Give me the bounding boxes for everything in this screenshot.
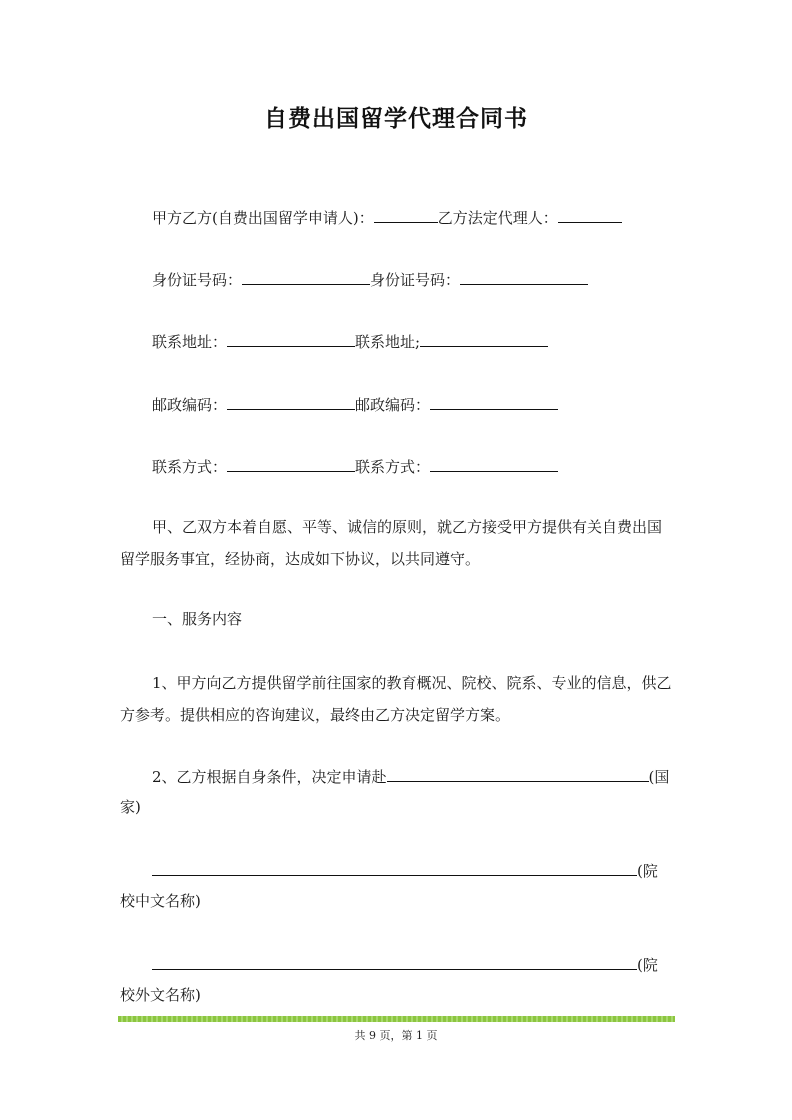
item-1-paragraph: 1、甲方向乙方提供留学前往国家的教育概况、院校、院系、专业的信息，供乙方参考。提供相应的咨询建议，最终由乙方决定留学方案。: [120, 674, 672, 724]
school-en-blank[interactable]: [152, 953, 637, 970]
agent-blank[interactable]: [558, 206, 622, 223]
section-heading: 一、服务内容: [152, 610, 243, 628]
postal-line: [152, 393, 558, 415]
postal-blank-2[interactable]: [430, 393, 558, 410]
item-2-line: [152, 765, 669, 787]
page-footer: 共 9 页，第 1 页: [354, 1029, 438, 1042]
item-2-prefix: 2、乙方根据自身条件，决定申请赴: [152, 768, 387, 786]
address-label-2: 联系地址;: [355, 333, 421, 351]
document-title: 自费出国留学代理合同书: [264, 106, 528, 132]
address-label-1: 联系地址：: [152, 333, 228, 351]
footer-divider: [118, 1016, 675, 1022]
id-label-1: 身份证号码：: [152, 271, 243, 289]
contact-label-1: 联系方式：: [152, 458, 228, 476]
school-cn-tail: 校中文名称): [120, 892, 201, 910]
school-cn-line: [152, 859, 658, 881]
address-blank-2[interactable]: [420, 330, 548, 347]
intro-paragraph: 甲、乙双方本着自愿、平等、诚信的原则，就乙方接受甲方提供有关自费出国留学服务事宜，经协商，达成如下协议，以共同遵守。: [120, 518, 663, 568]
contact-blank-1[interactable]: [227, 455, 355, 472]
id-line: [152, 268, 588, 290]
address-blank-1[interactable]: [227, 330, 355, 347]
item-2-suffix: (国: [648, 768, 670, 786]
school-en-tail: 校外文名称): [120, 986, 201, 1004]
party-blank[interactable]: [374, 206, 438, 223]
id-blank-2[interactable]: [460, 268, 588, 285]
id-blank-1[interactable]: [242, 268, 370, 285]
school-en-suffix: (院: [637, 956, 658, 974]
contact-label-2: 联系方式：: [355, 458, 431, 476]
postal-label-2: 邮政编码：: [355, 396, 431, 414]
school-cn-blank[interactable]: [152, 859, 637, 876]
party-line: [152, 206, 622, 228]
agent-label: 乙方法定代理人：: [437, 209, 558, 227]
postal-blank-1[interactable]: [227, 393, 355, 410]
country-blank[interactable]: [387, 765, 649, 782]
id-label-2: 身份证号码：: [370, 271, 461, 289]
party-label: 甲方乙方(自费出国留学申请人)：: [152, 209, 374, 227]
address-line: [152, 330, 548, 352]
contact-line: [152, 455, 558, 477]
contact-blank-2[interactable]: [430, 455, 558, 472]
postal-label-1: 邮政编码：: [152, 396, 228, 414]
school-cn-suffix: (院: [637, 862, 658, 880]
item-2-tail: 家): [120, 798, 141, 816]
school-en-line: [152, 953, 658, 975]
